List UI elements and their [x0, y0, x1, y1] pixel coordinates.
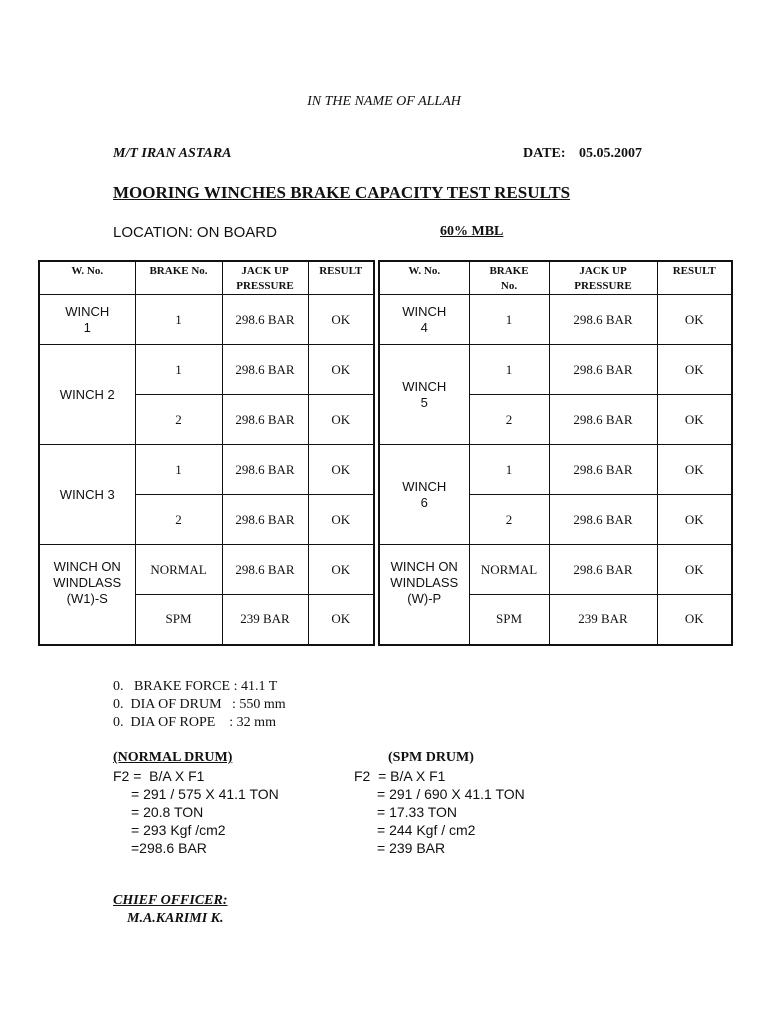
spm-calc-line: = 239 BAR [377, 840, 446, 856]
brake-cell: 1 [135, 345, 222, 395]
spm-drum-heading: (SPM DRUM) [388, 750, 474, 765]
result-cell: OK [657, 445, 732, 495]
header-jack-up-pressure: JACK UP PRESSURE [549, 261, 657, 295]
normal-calc-line: = 293 Kgf /cm2 [131, 822, 226, 838]
signatory-title: CHIEF OFFICER: [113, 893, 228, 908]
header-result: RESULT [657, 261, 732, 295]
brake-cell: SPM [135, 595, 222, 645]
header-result: RESULT [308, 261, 374, 295]
pressure-cell: 239 BAR [222, 595, 308, 645]
result-cell: OK [308, 545, 374, 595]
table-row [39, 445, 374, 495]
pressure-cell: 298.6 BAR [549, 345, 657, 395]
brake-cell: 1 [135, 295, 222, 345]
result-cell: OK [657, 495, 732, 545]
result-cell: OK [308, 445, 374, 495]
header-brake-no: BRAKE No. [135, 261, 222, 295]
table-row [379, 545, 732, 595]
winch-cell: WINCH ON WINDLASS (W1)-S [39, 545, 135, 645]
header-winch-no: W. No. [39, 261, 135, 295]
winch-cell: WINCH ON WINDLASS (W)-P [379, 545, 469, 645]
table-header-row [379, 261, 732, 295]
note-drum-diameter: 0. DIA OF DRUM : 550 mm [113, 697, 286, 712]
result-cell: OK [308, 495, 374, 545]
normal-calc-line: F2 = B/A X F1 [113, 768, 205, 784]
note-rope-diameter: 0. DIA OF ROPE : 32 mm [113, 715, 276, 730]
brake-cell: 2 [469, 495, 549, 545]
table-row [39, 345, 374, 395]
results-table-right [378, 260, 733, 646]
date-label: DATE: [523, 146, 566, 161]
pressure-cell: 239 BAR [549, 595, 657, 645]
result-cell: OK [308, 395, 374, 445]
pressure-cell: 298.6 BAR [549, 495, 657, 545]
invocation-heading: IN THE NAME OF ALLAH [307, 94, 461, 109]
winch-cell: WINCH 6 [379, 445, 469, 545]
header-jack-up-pressure: JACK UP PRESSURE [222, 261, 308, 295]
normal-drum-heading: (NORMAL DRUM) [113, 750, 233, 765]
table-row [39, 545, 374, 595]
table-header-row [39, 261, 374, 295]
pressure-cell: 298.6 BAR [222, 495, 308, 545]
result-cell: OK [308, 595, 374, 645]
pressure-cell: 298.6 BAR [222, 345, 308, 395]
result-cell: OK [657, 595, 732, 645]
brake-cell: 2 [135, 495, 222, 545]
table-row [379, 295, 732, 345]
result-cell: OK [657, 345, 732, 395]
spm-calc-line: = 17.33 TON [377, 804, 458, 820]
winch-cell: WINCH 3 [39, 445, 135, 545]
brake-cell: 2 [469, 395, 549, 445]
pressure-cell: 298.6 BAR [222, 295, 308, 345]
brake-cell: 1 [469, 445, 549, 495]
spm-calc-line: F2 = B/A X F1 [354, 768, 446, 784]
result-cell: OK [657, 295, 732, 345]
document-title: MOORING WINCHES BRAKE CAPACITY TEST RESULTS [113, 183, 571, 202]
header-brake-no: BRAKE No. [469, 261, 549, 295]
mbl-label: 60% MBL [440, 224, 504, 239]
pressure-cell: 298.6 BAR [222, 395, 308, 445]
spm-calc-line: = 291 / 690 X 41.1 TON [377, 786, 525, 802]
pressure-cell: 298.6 BAR [222, 445, 308, 495]
date-value: 05.05.2007 [579, 146, 642, 161]
header-winch-no: W. No. [379, 261, 469, 295]
result-cell: OK [308, 345, 374, 395]
spm-calc-line: = 244 Kgf / cm2 [377, 822, 476, 838]
brake-cell: SPM [469, 595, 549, 645]
table-row [39, 295, 374, 345]
brake-cell: 1 [469, 295, 549, 345]
brake-cell: 1 [469, 345, 549, 395]
location-label: LOCATION: ON BOARD [113, 224, 277, 241]
brake-cell: NORMAL [135, 545, 222, 595]
normal-calc-line: = 291 / 575 X 41.1 TON [131, 786, 279, 802]
brake-cell: 1 [135, 445, 222, 495]
pressure-cell: 298.6 BAR [549, 395, 657, 445]
note-brake-force: 0. BRAKE FORCE : 41.1 T [113, 679, 278, 694]
signatory-name: M.A.KARIMI K. [127, 911, 224, 926]
normal-calc-line: = 20.8 TON [131, 804, 204, 820]
pressure-cell: 298.6 BAR [549, 295, 657, 345]
vessel-name: M/T IRAN ASTARA [113, 146, 232, 161]
pressure-cell: 298.6 BAR [222, 545, 308, 595]
normal-calc-line: =298.6 BAR [131, 840, 207, 856]
winch-cell: WINCH 2 [39, 345, 135, 445]
table-row [379, 445, 732, 495]
result-cell: OK [657, 545, 732, 595]
results-table-left [38, 260, 375, 646]
winch-cell: WINCH 1 [39, 295, 135, 345]
winch-cell: WINCH 4 [379, 295, 469, 345]
winch-cell: WINCH 5 [379, 345, 469, 445]
brake-cell: 2 [135, 395, 222, 445]
pressure-cell: 298.6 BAR [549, 445, 657, 495]
table-row [379, 345, 732, 395]
result-cell: OK [657, 395, 732, 445]
pressure-cell: 298.6 BAR [549, 545, 657, 595]
brake-cell: NORMAL [469, 545, 549, 595]
result-cell: OK [308, 295, 374, 345]
